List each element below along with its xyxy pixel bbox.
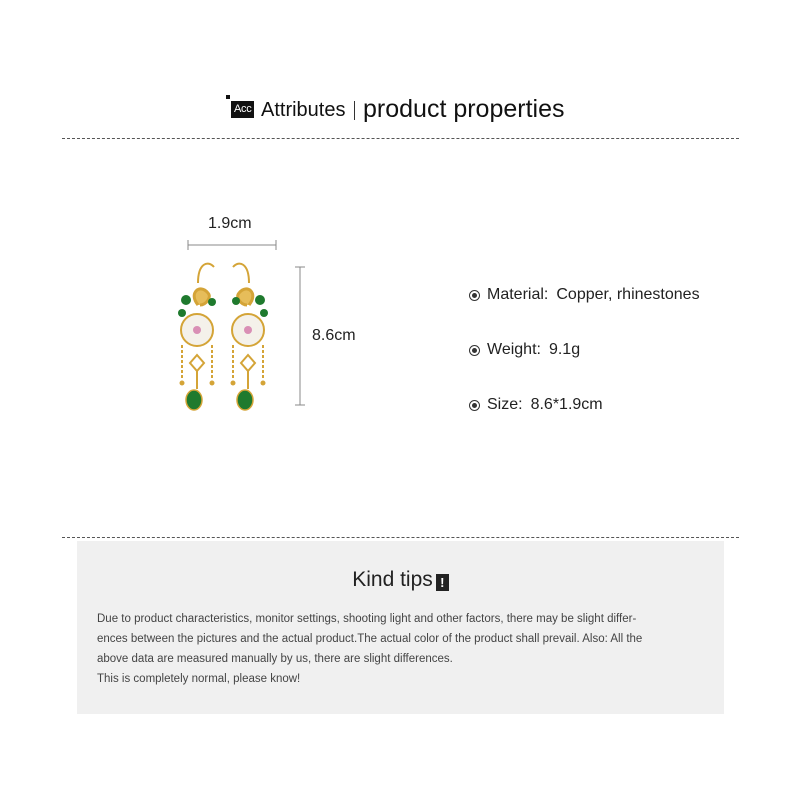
kind-tips-title	[77, 568, 724, 592]
acc-badge: Acc	[231, 101, 254, 118]
attribute-value: 8.6*1.9cm	[530, 396, 603, 413]
right-earring	[231, 264, 269, 410]
tips-line: This is completely normal, please know!	[97, 673, 301, 685]
tips-line: Due to product characteristics, monitor settings, shooting light and other factors, there may be slight differ-	[97, 613, 637, 625]
height-dimension-label: 8.6cm	[312, 327, 356, 344]
middle-divider	[62, 537, 739, 538]
width-dimension-label: 1.9cm	[208, 215, 252, 232]
kind-tips-heading: Kind tips	[352, 568, 433, 591]
product-image	[170, 205, 380, 415]
warning-icon: !	[436, 574, 449, 591]
attribute-key: Material:	[487, 286, 549, 303]
tips-line: above data are measured manually by us, there are slight differences.	[97, 653, 453, 665]
top-divider	[62, 138, 739, 139]
attribute-size	[469, 394, 603, 416]
attribute-value: Copper, rhinestones	[556, 286, 700, 303]
kind-tips-panel	[77, 541, 724, 714]
attribute-value: 9.1g	[548, 341, 581, 358]
bullet-icon	[469, 400, 480, 411]
attribute-key: Weight:	[487, 341, 541, 358]
bullet-icon	[469, 290, 480, 301]
section-header	[0, 92, 800, 128]
attribute-key: Size:	[487, 396, 523, 413]
page-title: product properties	[363, 95, 565, 123]
attribute-material	[469, 284, 700, 306]
attributes-label: Attributes	[261, 99, 346, 121]
kind-tips-body	[97, 609, 709, 689]
bullet-icon	[469, 345, 480, 356]
left-earring	[178, 264, 216, 410]
earrings-illustration	[170, 205, 380, 415]
header-divider	[354, 101, 355, 120]
attribute-weight	[469, 339, 580, 361]
header-dot	[226, 95, 230, 99]
tips-line: ences between the pictures and the actual product.The actual color of the product shall prevail. Also: All the	[97, 633, 643, 645]
